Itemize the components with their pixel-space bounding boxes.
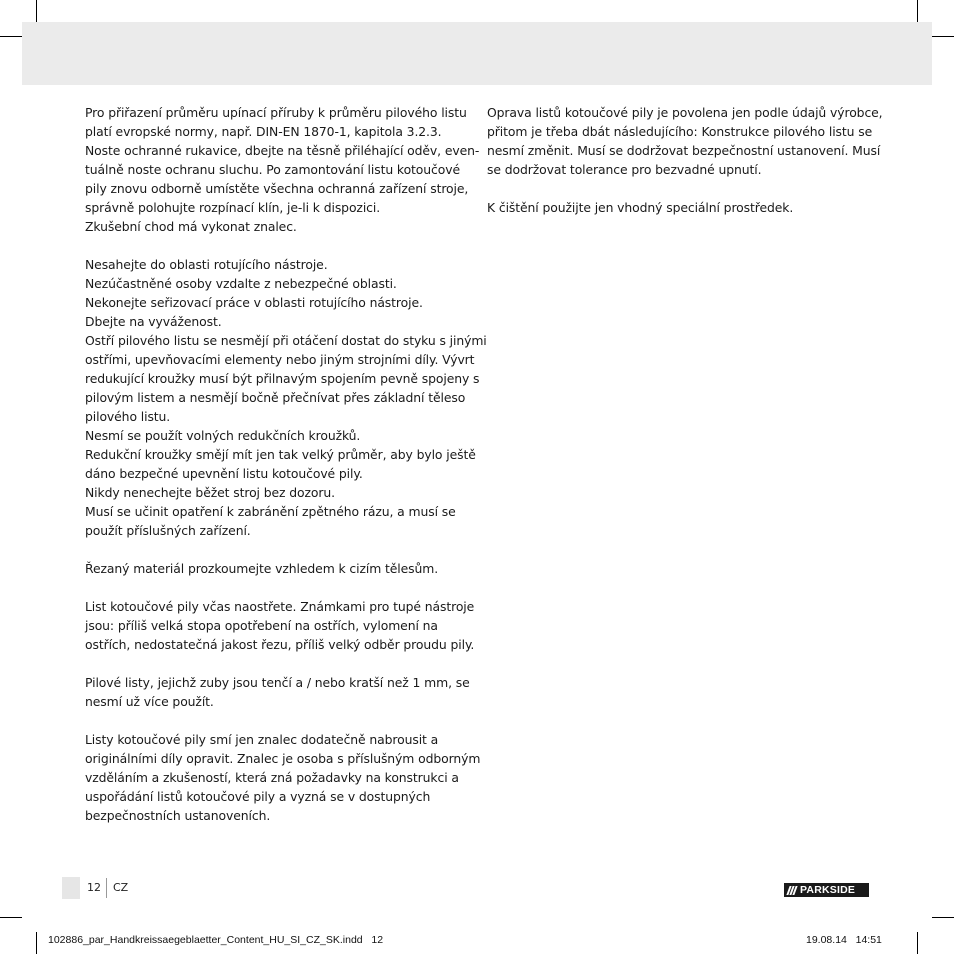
text-line: vzděláním a zkušeností, která zná požadavky na konstrukci a <box>85 770 459 785</box>
footer-separator <box>106 878 107 898</box>
text-line: nesmí změnit. Musí se dodržovat bezpečnostní ustanovení. Musí <box>487 143 881 158</box>
crop-mark-br-v <box>917 932 918 954</box>
left-text-column <box>85 103 487 825</box>
text-line: Zkušební chod má vykonat znalec. <box>85 219 297 234</box>
paragraph-gap <box>85 578 475 597</box>
text-line: Listy kotoučové pily smí jen znalec dodatečně nabrousit a <box>85 732 439 747</box>
crop-mark-tr-h <box>932 36 954 37</box>
crop-mark-tr-v <box>917 0 918 22</box>
paragraph-gap <box>487 179 887 198</box>
text-line: se dodržovat tolerance pro bezvadné upnutí. <box>487 162 762 177</box>
crop-mark-bl-h <box>0 917 22 918</box>
text-line: pilovým listem a nesmějí bočně přečnívat přes základní těleso <box>85 390 466 405</box>
text-line: dáno bezpečné upevnění listu kotoučové pily. <box>85 466 363 481</box>
text-line: Pro přiřazení průměru upínací příruby k průměru pilového listu <box>85 105 467 120</box>
header-band <box>22 22 932 85</box>
text-line: jsou: příliš velká stopa opotřebení na ostřích, vylomení na <box>85 618 438 633</box>
text-line: Nezúčastněné osoby vzdalte z nebezpečné oblasti. <box>85 276 397 291</box>
text-line: Pilové listy, jejichž zuby jsou tenčí a / nebo kratší než 1 mm, se <box>85 675 470 690</box>
page-number: 12 <box>87 881 101 894</box>
text-line: Nikdy nenechejte běžet stroj bez dozoru. <box>85 485 335 500</box>
brand-name: PARKSIDE <box>800 884 856 896</box>
paragraph-gap <box>85 711 475 730</box>
text-line: originálními díly opravit. Znalec je osoba s příslušným odborným <box>85 751 481 766</box>
text-line: Řezaný materiál prozkoumejte vzhledem k cizím tělesům. <box>85 561 439 576</box>
text-line: Dbejte na vyváženost. <box>85 314 222 329</box>
text-line: Oprava listů kotoučové pily je povolena jen podle údajů výrobce, <box>487 105 883 120</box>
right-text-column <box>487 103 887 217</box>
brand-logo <box>784 883 869 897</box>
crop-mark-tl-h <box>0 36 22 37</box>
crop-mark-br-h <box>932 917 954 918</box>
text-line: tuálně noste ochranu sluchu. Po zamontování listu kotoučové <box>85 162 460 177</box>
text-line: K čištění použijte jen vhodný speciální prostředek. <box>487 200 794 215</box>
text-line: Ostří pilového listu se nesmějí při otáčení dostat do styku s jinými <box>85 333 487 348</box>
text-line: Redukční kroužky smějí mít jen tak velký průměr, aby bylo ještě <box>85 447 476 462</box>
crop-mark-tl-v <box>36 0 37 22</box>
text-line: použít příslušných zařízení. <box>85 523 251 538</box>
text-line: Noste ochranné rukavice, dbejte na těsně přiléhající oděv, even- <box>85 143 480 158</box>
text-line: Musí se učinit opatření k zabránění zpětného rázu, a musí se <box>85 504 456 519</box>
text-line: Nekonejte seřizovací práce v oblasti rotujícího nástroje. <box>85 295 423 310</box>
text-line: platí evropské normy, např. DIN-EN 1870-1, kapitola 3.2.3. <box>85 124 442 139</box>
crop-mark-bl-v <box>36 932 37 954</box>
text-line: pilového listu. <box>85 409 171 424</box>
text-line: Nesahejte do oblasti rotujícího nástroje. <box>85 257 328 272</box>
print-slug-timestamp: 19.08.14 14:51 <box>806 934 882 946</box>
text-line: správně polohujte rozpínací klín, je-li k dispozici. <box>85 200 381 215</box>
text-line: pily znovu odborně umístěte všechna ochranná zařízení stroje, <box>85 181 469 196</box>
text-line: ostřími, upevňovacími elementy nebo jiným strojními díly. Vývrt <box>85 352 475 367</box>
text-line: uspořádání listů kotoučové pily a vyzná se v dostupných <box>85 789 431 804</box>
paragraph-gap <box>85 540 475 559</box>
language-code: CZ <box>113 881 129 894</box>
footer-page-tab <box>62 877 80 899</box>
text-line: ostřích, nedostatečná jakost řezu, příliš velký odběr proudu pily. <box>85 637 475 652</box>
print-slug-file: 102886_par_Handkreissaegeblaetter_Content_HU_SI_CZ_SK.indd 12 <box>48 934 384 946</box>
paragraph-gap <box>85 236 475 255</box>
text-line: List kotoučové pily včas naostřete. Známkami pro tupé nástroje <box>85 599 475 614</box>
text-line: přitom je třeba dbát následujícího: Konstrukce pilového listu se <box>487 124 873 139</box>
brand-stripes-icon <box>788 883 796 897</box>
text-line: redukující kroužky musí být přilnavým spojením pevně spojeny s <box>85 371 480 386</box>
text-line: Nesmí se použít volných redukčních kroužků. <box>85 428 361 443</box>
text-line: nesmí už více použít. <box>85 694 214 709</box>
paragraph-gap <box>85 654 475 673</box>
text-line: bezpečnostních ustanoveních. <box>85 808 271 823</box>
